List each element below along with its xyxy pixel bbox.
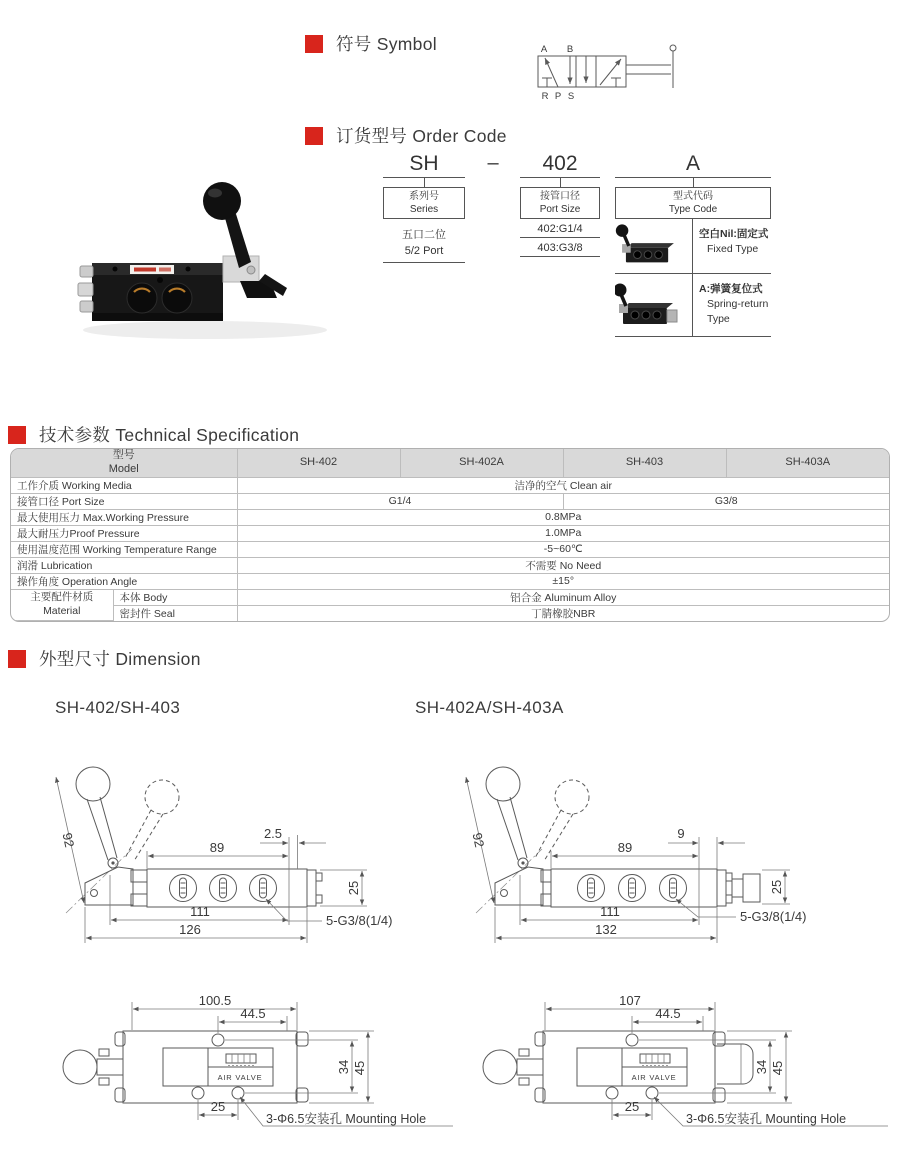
type-code: A [615, 152, 771, 178]
spec-row-maxp-label: 最大使用压力 Max.Working Pressure [11, 509, 237, 525]
dim-2-5: 2.5 [263, 826, 283, 841]
spec-row-temp-label: 使用温度范围 Working Temperature Range [11, 541, 237, 557]
mounting-hole [192, 1087, 204, 1099]
spec-header-model-1: SH-402 [237, 449, 400, 477]
port-label-a: A [540, 44, 548, 55]
spring-housing-neck [732, 879, 743, 897]
port-label-s: S [567, 91, 575, 102]
dimension-heading-label: 外型尺寸 Dimension [39, 649, 201, 669]
dim-92: 92 [469, 831, 488, 849]
spec-row-proof-label: 最大耐压力Proof Pressure [11, 525, 237, 541]
order-code-section-heading [305, 123, 507, 148]
spec-row-port-value-2: G3/8 [563, 493, 889, 509]
spec-row-media-label: 工作介质 Working Media [11, 477, 237, 493]
mounting-hole [646, 1087, 658, 1099]
mounting-hole-note: 3-Φ6.5安装孔 Mounting Hole [266, 1112, 427, 1126]
spec-row-angle-value: ±15° [237, 573, 889, 589]
portsize-option-1: 402:G1/4 [520, 219, 600, 238]
dim-92: 92 [59, 831, 78, 849]
port-label-b: B [566, 44, 574, 55]
spec-row-media-value: 洁净的空气 Clean air [237, 477, 889, 493]
dimension-section-heading [8, 646, 201, 671]
port-label-p: P [554, 91, 562, 102]
order-code-type-column [615, 152, 771, 337]
lever-ball-outline [486, 767, 520, 801]
spec-table [10, 448, 890, 622]
symbol-heading-label: 符号 Symbol [336, 34, 437, 54]
mounting-hole [626, 1034, 638, 1046]
order-code-heading-label: 订货型号 Order Code [336, 126, 507, 146]
model-label-zh: 型号 [112, 449, 135, 461]
spring-housing [743, 874, 760, 902]
dim-89: 89 [617, 840, 633, 855]
order-code-series-column [383, 152, 465, 263]
section-marker-icon [305, 35, 323, 53]
dim-45: 45 [352, 1060, 367, 1076]
fixed-type-en: Fixed Type [707, 243, 759, 256]
port-opening [162, 283, 192, 313]
dim-25: 25 [210, 1099, 226, 1114]
lever-actuator-rod [626, 65, 671, 74]
series-line-zh: 五口二位 [402, 229, 446, 241]
dimension-left-title: SH-402/SH-403 [55, 698, 181, 717]
spec-header-model-4: SH-403A [726, 449, 889, 477]
spring-housing [717, 1044, 753, 1084]
dim-107: 107 [619, 993, 641, 1008]
fixed-type-thumbnail [615, 219, 692, 273]
symbol-section-heading [305, 31, 437, 56]
portsize-box [520, 187, 600, 219]
mini-symbol [226, 1054, 256, 1063]
mounting-hole-note: 3-Φ6.5安装孔 Mounting Hole [686, 1112, 847, 1126]
section-marker-icon [8, 650, 26, 668]
spec-row-body-label: 本体 Body [113, 589, 237, 605]
mounting-hole [606, 1087, 618, 1099]
port-thread-label: 5-G3/8(1/4) [326, 913, 393, 928]
body-ports [170, 875, 277, 902]
spring-type-thumbnail [615, 274, 692, 336]
spec-row-lube-value: 不需要 No Need [237, 557, 889, 573]
dim-25: 25 [769, 879, 784, 895]
plate-label: AIR VALVE [631, 1073, 677, 1082]
material-label-zh: 主要配件材质 [30, 591, 94, 604]
spec-header-model-3: SH-403 [563, 449, 726, 477]
lever-ball-outline [63, 1050, 97, 1084]
spec-material-group [11, 589, 113, 621]
series-description [383, 219, 465, 263]
dimension-right-title: SH-402A/SH-403A [415, 698, 564, 717]
dim-132: 132 [595, 922, 617, 937]
dim-89: 89 [209, 840, 225, 855]
dim-100-5: 100.5 [198, 993, 232, 1008]
port-opening [127, 283, 157, 313]
spec-section-heading [8, 422, 299, 447]
lever-ball-alt-position [145, 780, 179, 814]
dim-44-5: 44.5 [240, 1006, 266, 1021]
spec-row-temp-value: -5~60℃ [237, 541, 889, 557]
type-box-en: Type Code [668, 204, 718, 215]
spring-type-zh: A:弹簧复位式 [699, 283, 763, 295]
top-view-drawing-spring [460, 978, 900, 1138]
series-code: SH [383, 152, 465, 178]
port-label-r: R [541, 91, 549, 102]
type-box [615, 187, 771, 219]
portsize-code: 402 [520, 152, 600, 178]
top-view-drawing-fixed [40, 978, 460, 1138]
lever-ball-outline [76, 767, 110, 801]
portsize-box-en: Port Size [539, 204, 581, 215]
type-option-fixed [615, 219, 771, 274]
pivot-bracket [495, 867, 543, 905]
lever-ball-outline [483, 1050, 517, 1084]
section-marker-icon [305, 127, 323, 145]
plate-label: AIR VALVE [217, 1073, 263, 1082]
spec-row-proof-value: 1.0MPa [237, 525, 889, 541]
material-label-en: Material [43, 604, 81, 617]
lever-knob-symbol [670, 45, 676, 51]
spec-row-lube-label: 润滑 Lubrication [11, 557, 237, 573]
spec-header-model [11, 449, 237, 477]
spec-header-model-2: SH-402A [400, 449, 563, 477]
dim-9: 9 [677, 826, 685, 841]
mounting-hole [212, 1034, 224, 1046]
spec-row-seal-label: 密封件 Seal [113, 605, 237, 621]
spec-row-port-label: 接管口径 Port Size [11, 493, 237, 509]
mounting-hole [232, 1087, 244, 1099]
dim-44-5: 44.5 [655, 1006, 681, 1021]
spring-type-en2: Type [707, 313, 730, 326]
spec-row-port-value-1: G1/4 [237, 493, 563, 509]
series-box [383, 187, 465, 219]
valve-symbol-diagram [518, 38, 718, 118]
series-box-en: Series [409, 204, 439, 215]
spec-row-body-value: 铝合金 Aluminum Alloy [237, 589, 889, 605]
mini-symbol [640, 1054, 670, 1063]
lever-ball-knob [203, 182, 241, 220]
portsize-box-zh: 接管口径 [540, 191, 580, 202]
spec-row-angle-label: 操作角度 Operation Angle [11, 573, 237, 589]
side-view-drawing-spring [440, 757, 870, 957]
section-marker-icon [8, 426, 26, 444]
dim-126: 126 [179, 922, 201, 937]
body-ports [578, 875, 687, 902]
type-option-spring [615, 274, 771, 337]
lever-ball-alt-position [555, 780, 589, 814]
dim-111: 111 [600, 904, 620, 919]
product-photo [55, 158, 365, 373]
series-line-en: 5/2 Port [404, 245, 444, 257]
dim-25: 25 [346, 880, 361, 896]
pivot-bracket [85, 867, 133, 905]
spring-type-en: Spring-return [707, 298, 769, 311]
portsize-option-2: 403:G3/8 [520, 238, 600, 257]
side-view-drawing-fixed [30, 757, 430, 957]
spring-type-text [692, 274, 771, 336]
model-label-en: Model [108, 462, 139, 475]
dim-45: 45 [770, 1060, 785, 1076]
type-box-zh: 型式代码 [673, 191, 713, 202]
blocked-port-r [542, 78, 552, 87]
fixed-type-zh: 空白Nil:固定式 [699, 228, 769, 240]
spec-heading-label: 技术参数 Technical Specification [39, 425, 300, 445]
order-code-portsize-column [520, 152, 600, 257]
order-code-diagram [378, 152, 790, 342]
spec-row-maxp-value: 0.8MPa [237, 509, 889, 525]
series-box-zh: 系列号 [409, 191, 439, 202]
port-thread-label: 5-G3/8(1/4) [740, 909, 807, 924]
dim-25: 25 [624, 1099, 640, 1114]
dim-34: 34 [754, 1059, 769, 1075]
blocked-port-right [611, 78, 621, 87]
dim-111: 111 [190, 904, 210, 919]
spec-row-seal-value: 丁腈橡胶NBR [237, 605, 889, 621]
fixed-type-text [692, 219, 771, 273]
order-code-dash: – [487, 152, 499, 174]
dim-34: 34 [336, 1059, 351, 1075]
